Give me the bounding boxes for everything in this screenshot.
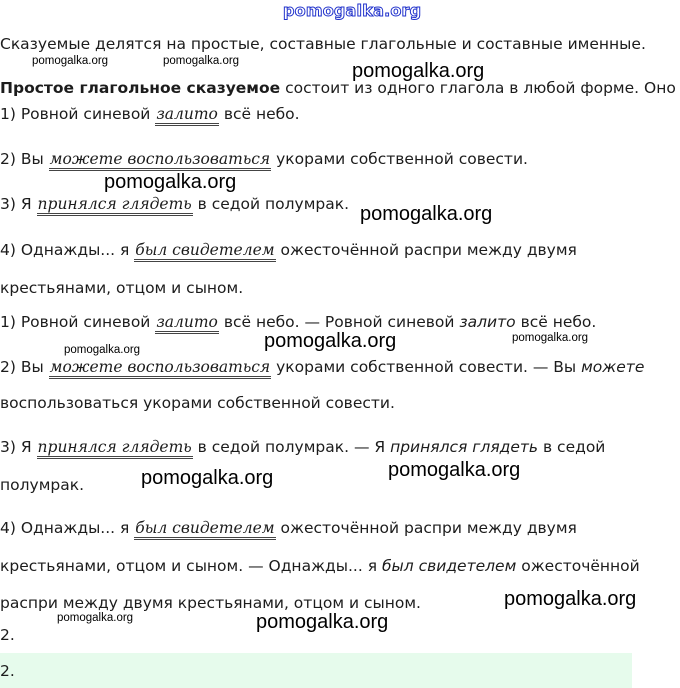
answer-4-italic: был свидетелем [381, 557, 517, 575]
answer-3-pre: 3) Я [0, 438, 37, 456]
answer-3 [0, 437, 605, 457]
watermark: pomogalka.org [360, 203, 493, 225]
example-4-predicate: был свидетелем [134, 241, 275, 262]
answer-1-post2: всё небо. [515, 313, 597, 331]
answer-3-post2: в седой [538, 438, 606, 456]
watermark: pomogalka.org [57, 612, 134, 624]
section-2-label: 2. [0, 626, 15, 644]
watermark: pomogalka.org [141, 467, 274, 489]
example-3-post: в седой полумрак. [192, 195, 350, 213]
answer-2-post: укорами собственной совести. — Вы [271, 358, 582, 376]
answer-4-line2b: ожесточённой [516, 557, 640, 575]
watermark: pomogalka.org [104, 171, 237, 193]
answer-3-post: в седой полумрак. — Я [192, 438, 391, 456]
answer-4-continued [0, 556, 640, 576]
example-2-pre: 2) Вы [0, 150, 49, 168]
answer-3-predicate: принялся глядеть [37, 438, 193, 459]
watermark: pomogalka.org [352, 60, 485, 82]
site-watermark: pomogalka.org [283, 1, 422, 20]
intro-text: Сказуемые делятся на простые, составные глагольные и составные именные. [0, 35, 646, 53]
watermark: pomogalka.org [512, 332, 589, 344]
example-2 [0, 149, 528, 169]
answer-1 [0, 312, 596, 332]
example-1 [0, 104, 300, 124]
answer-4-predicate: был свидетелем [134, 519, 275, 540]
section-2-highlight [0, 653, 632, 688]
answer-2-italic: можете [581, 358, 645, 376]
answer-4-post: ожесточённой распри между двумя [275, 519, 577, 537]
example-1-pre: 1) Ровной синевой [0, 105, 156, 123]
example-2-post: укорами собственной совести. [271, 150, 528, 168]
watermark: pomogalka.org [163, 55, 240, 67]
example-3 [0, 194, 349, 214]
answer-2-predicate: можете воспользоваться [49, 358, 272, 379]
example-4 [0, 240, 577, 260]
answer-4-line3: распри между двумя крестьянами, отцом и сыном. [0, 594, 421, 612]
definition-line [0, 78, 676, 98]
example-4-pre: 4) Однажды... я [0, 241, 135, 259]
example-4-continued: крестьянами, отцом и сыном. [0, 279, 244, 297]
answer-3-continued: полумрак. [0, 476, 85, 494]
example-3-predicate: принялся глядеть [37, 195, 193, 216]
example-4-post: ожесточённой распри между двумя [275, 241, 577, 259]
section-2-highlight-label: 2. [0, 662, 15, 680]
watermark: pomogalka.org [256, 611, 389, 633]
answer-1-post: всё небо. — Ровной синевой [218, 313, 460, 331]
answer-4 [0, 518, 577, 538]
answer-4-line2a: крестьянами, отцом и сыном. — Однажды... я [0, 557, 382, 575]
example-2-predicate: можете воспользоваться [49, 150, 272, 171]
definition-rest: состоит из одного глагола в любой форме. Оно [280, 79, 676, 97]
watermark: pomogalka.org [388, 459, 521, 481]
answer-4-pre: 4) Однажды... я [0, 519, 135, 537]
example-1-post: всё небо. [218, 105, 300, 123]
definition-term: Простое глагольное сказуемое [0, 79, 281, 97]
answer-1-pre: 1) Ровной синевой [0, 313, 156, 331]
example-1-predicate: залито [155, 105, 219, 126]
watermark: pomogalka.org [32, 55, 109, 67]
answer-2-continued: воспользоваться укорами собственной совести. [0, 394, 395, 412]
answer-3-italic: принялся глядеть [390, 438, 539, 456]
answer-2-pre: 2) Вы [0, 358, 49, 376]
answer-1-italic: залито [459, 313, 516, 331]
answer-2 [0, 357, 644, 377]
watermark: pomogalka.org [264, 330, 397, 352]
answer-1-predicate: залито [155, 313, 219, 334]
watermark: pomogalka.org [64, 344, 141, 356]
watermark: pomogalka.org [504, 588, 637, 610]
example-3-pre: 3) Я [0, 195, 37, 213]
